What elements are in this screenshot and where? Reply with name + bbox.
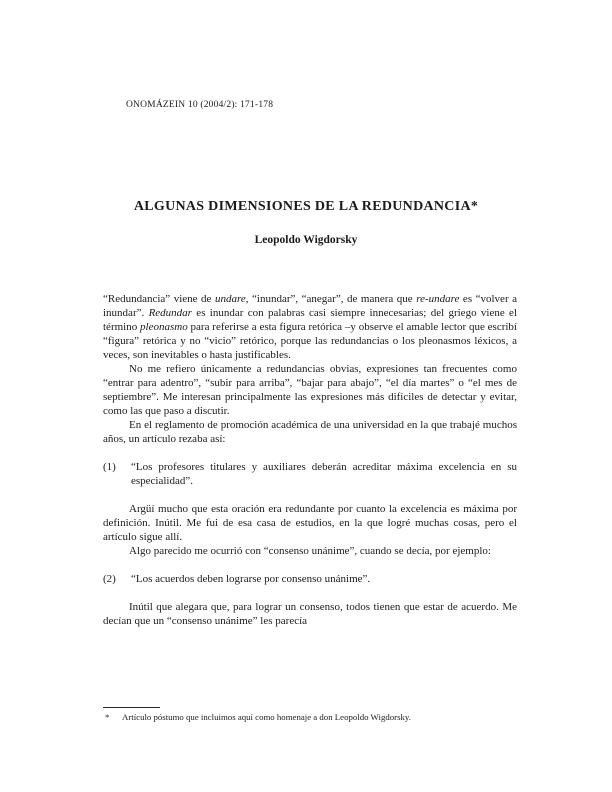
italic-term-undare: undare	[214, 293, 246, 305]
example-2-text: “Los acuerdos deben lograrse por consenso unánime”.	[131, 573, 371, 585]
numbered-example-2	[103, 572, 517, 586]
author-name: Leopoldo Wigdorsky	[254, 234, 358, 246]
running-header: ONOMÁZEIN 10 (2004/2): 171-178	[126, 100, 274, 110]
paragraph-5: Algo parecido me ocurrió con “consenso unánime”, cuando se decía, por ejemplo:	[129, 545, 491, 557]
example-2-number: (2)	[103, 573, 116, 585]
example-1-number: (1)	[103, 461, 116, 473]
text-run: es inundar con palabras casi siempre innecesarias; del griego viene el término	[103, 307, 517, 333]
italic-term-re-undare: re-undare	[416, 293, 460, 305]
footnote-text: Artículo póstumo que incluimos aquí como homenaje a don Leopoldo Wigdorsky.	[122, 712, 411, 722]
paragraph-4: Argüí mucho que esta oración era redundante por cuanto la excelencia es máxima por definición. Inútil. Me fui de esa casa de estudios, en la que logré muchas cosas, pero el artículo sigue allí.	[103, 503, 517, 543]
italic-term-pleonasmo: pleonasmo	[140, 321, 188, 333]
text-run: “Redundancia” viene de	[103, 293, 215, 305]
example-1-text: “Los profesores titulares y auxiliares deberán acreditar máxima excelencia en su especialidad”.	[131, 461, 517, 487]
paragraph-1	[103, 292, 517, 362]
paragraph-2: No me refiero únicamente a redundancias obvias, expresiones tan frecuentes como “entrar para adentro”, “subir para arriba”, “bajar para abajo”, “el día martes” o “el mes de septiembre”. Me interesan principalmente las expresiones más difíciles de detectar y evitar, como las que paso a discutir.	[103, 363, 517, 417]
footnote	[103, 712, 517, 723]
paragraph-6: Inútil que alegara que, para lograr un consenso, todos tienen que estar de acuerdo. Me decían que un “consenso unánime” les parecía	[103, 601, 517, 627]
text-run: para referirse a esta figura retórica –y observe el amable lector que escribí “figura” retórica y no “vicio” retórico, porque las redundancias o los pleonasmos léxicos, a veces, son inevitables o hasta justificables.	[103, 321, 517, 361]
footnote-marker: *	[105, 712, 110, 722]
numbered-example-1	[103, 460, 517, 488]
italic-term-redundar: Redundar	[148, 307, 192, 319]
paragraph-3: En el reglamento de promoción académica de una universidad en la que trabajé muchos años, un artículo rezaba así:	[103, 419, 517, 445]
article-title: ALGUNAS DIMENSIONES DE LA REDUNDANCIA*	[133, 199, 479, 214]
text-run: , “inundar”, “anegar”, de manera que	[245, 293, 417, 305]
text-run: es “volver a inundar”.	[103, 293, 518, 319]
footnote-rule	[103, 707, 160, 708]
article-body	[103, 292, 517, 628]
